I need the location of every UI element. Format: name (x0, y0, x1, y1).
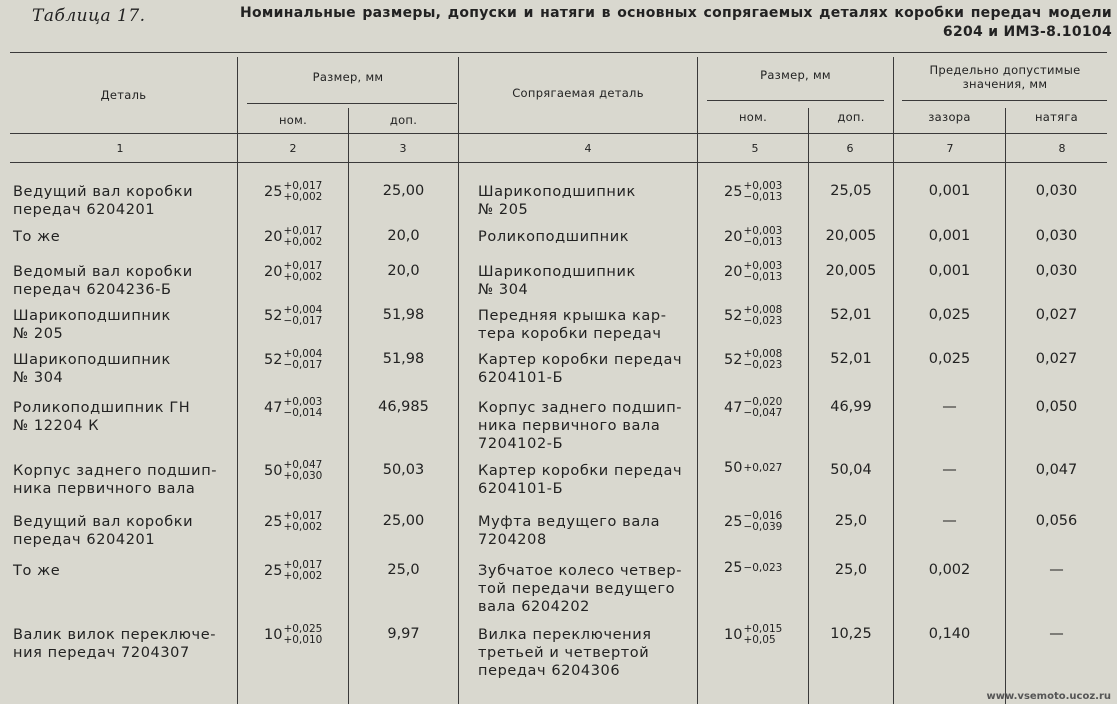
tolerance-deviations (283, 560, 322, 582)
tolerance-deviations (283, 511, 322, 533)
mating-allowable-size: 20,005 (825, 228, 877, 244)
col-number-1: 1 (116, 142, 124, 155)
mating-part-line: Зубчатое колесо четвер- (478, 563, 683, 579)
allowable-size: 9,97 (387, 626, 420, 642)
tolerance-base: 47 (724, 400, 743, 416)
tolerance-upper: −0,020 (743, 396, 783, 408)
allowable-size: 50,03 (382, 462, 425, 478)
tolerance-deviations (283, 397, 322, 419)
tolerance-lower: −0,013 (743, 236, 783, 248)
mating-part-line: Корпус заднего подшип- (478, 400, 683, 416)
tolerance-base: 52 (724, 352, 743, 368)
mating-nominal-tolerance (724, 261, 782, 283)
col-header-dop2: доп. (837, 110, 865, 124)
top-rule (10, 52, 1107, 53)
mating-part-line: ника первичного вала (478, 418, 661, 434)
mating-part-line: тера коробки передач (478, 326, 662, 342)
tolerance-base: 20 (264, 229, 283, 245)
col-header-mating: Сопрягаемая деталь (512, 86, 644, 100)
mating-part-line: 6204101-Б (478, 481, 564, 497)
tolerance-upper: −0,023 (743, 561, 783, 574)
tolerance-deviations (743, 397, 782, 419)
tolerance-upper: +0,017 (283, 510, 323, 522)
col-header-dop: доп. (389, 113, 418, 127)
interference-limit: 0,027 (1035, 351, 1078, 367)
detail-line: ния передач 7204307 (13, 645, 190, 661)
col-header-limits: Предельно допустимые значения, мм (929, 63, 1081, 91)
col-number-7: 7 (946, 142, 954, 155)
tolerance-upper: +0,025 (283, 623, 323, 635)
tolerance-upper: +0,047 (283, 459, 323, 471)
tolerance-upper: +0,017 (283, 559, 323, 571)
tolerance-upper: +0,004 (283, 304, 323, 316)
tolerance-deviations (743, 181, 782, 203)
nominal-size-tolerance (264, 226, 322, 248)
mating-allowable-size: 52,01 (830, 351, 872, 367)
detail-line: Ведущий вал коробки (13, 184, 194, 200)
detail-line: Роликоподшипник ГН (13, 400, 191, 416)
tolerance-lower: −0,047 (743, 407, 783, 419)
tolerance-lower: −0,017 (283, 359, 323, 371)
interference-limit: 0,027 (1035, 307, 1078, 323)
col-header-nom2: ном. (738, 110, 768, 124)
col-header-size: Размер, мм (312, 70, 384, 84)
interference-limit: — (1049, 626, 1064, 642)
tolerance-base: 20 (264, 264, 283, 280)
interference-limit: 0,047 (1035, 462, 1078, 478)
allowable-size: 25,0 (387, 562, 420, 578)
tolerance-base: 47 (264, 400, 283, 416)
gap-limit: 0,002 (928, 562, 971, 578)
gap-limit: 0,001 (928, 228, 971, 244)
tolerance-lower: −0,023 (743, 315, 783, 327)
tolerance-deviations (743, 226, 782, 248)
detail-line: № 304 (13, 370, 64, 386)
mating-allowable-size: 50,04 (830, 462, 872, 478)
interference-limit: 0,030 (1035, 183, 1078, 199)
tolerance-deviations (743, 511, 782, 533)
allowable-size: 20,0 (387, 263, 420, 279)
tolerance-upper: +0,008 (743, 304, 783, 316)
col-number-5: 5 (751, 142, 759, 155)
col-divider-3 (458, 57, 459, 704)
detail-line: передач 6204201 (13, 202, 156, 218)
mating-part-line: Картер коробки передач (478, 352, 683, 368)
mating-nominal-tolerance (724, 460, 782, 476)
detail-line: Корпус заднего подшип- (13, 463, 218, 479)
mating-part-line: третьей и четвертой (478, 645, 650, 661)
tolerance-lower: −0,014 (283, 407, 323, 419)
mating-part-line: № 205 (478, 202, 529, 218)
tolerance-base: 20 (724, 229, 743, 245)
tolerance-base: 52 (264, 352, 283, 368)
tolerance-upper: +0,004 (283, 348, 323, 360)
mating-nominal-tolerance (724, 624, 782, 646)
tolerance-base: 50 (264, 463, 283, 479)
col-header-nom: ном. (278, 113, 308, 127)
mating-allowable-size: 10,25 (830, 626, 872, 642)
gap-limit: 0,001 (928, 263, 971, 279)
interference-limit: 0,030 (1035, 228, 1078, 244)
detail-line: ника первичного вала (13, 481, 196, 497)
tolerance-upper: +0,003 (743, 180, 783, 192)
mating-part-line: 6204101-Б (478, 370, 564, 386)
size-subrule (247, 103, 457, 104)
number-rule (10, 162, 1107, 163)
col-number-2: 2 (289, 142, 297, 155)
tolerance-base: 25 (724, 514, 743, 530)
tolerance-upper: +0,015 (743, 623, 783, 635)
allowable-size: 51,98 (382, 307, 425, 323)
allowable-size: 25,00 (382, 183, 425, 199)
mating-part-line: Муфта ведущего вала (478, 514, 661, 530)
tolerance-upper: +0,003 (743, 225, 783, 237)
size2-subrule (707, 100, 884, 101)
tolerance-base: 50 (724, 460, 743, 476)
mating-nominal-tolerance (724, 560, 782, 576)
detail-line: Шарикоподшипник (13, 308, 171, 324)
mating-part-line: № 304 (478, 282, 529, 298)
mating-part-line: передач 6204306 (478, 663, 621, 679)
mating-part-line: 7204208 (478, 532, 547, 548)
gap-limit: 0,025 (928, 351, 971, 367)
tolerance-deviations (283, 624, 322, 646)
tolerance-deviations (743, 261, 782, 283)
tolerance-upper: +0,017 (283, 260, 323, 272)
tolerance-upper: +0,003 (743, 260, 783, 272)
allowable-size: 51,98 (382, 351, 425, 367)
col-divider-4 (697, 57, 698, 704)
tolerance-deviations (283, 261, 322, 283)
gap-limit: — (942, 462, 957, 478)
detail-line: То же (13, 563, 61, 579)
allowable-size: 25,00 (382, 513, 425, 529)
mating-part-line: 7204102-Б (478, 436, 564, 452)
tolerance-deviations (743, 463, 782, 474)
tolerance-deviations (283, 226, 322, 248)
mating-part-line: Шарикоподшипник (478, 184, 636, 200)
interference-limit: 0,030 (1035, 263, 1078, 279)
tolerance-lower: −0,023 (743, 359, 783, 371)
nominal-size-tolerance (264, 261, 322, 283)
mating-allowable-size: 46,99 (830, 399, 872, 415)
tolerance-lower: +0,030 (283, 470, 323, 482)
col-divider-6 (893, 57, 894, 704)
tolerance-lower: +0,010 (283, 634, 323, 646)
interference-limit: — (1049, 562, 1064, 578)
nominal-size-tolerance (264, 181, 322, 203)
tolerance-deviations (743, 349, 782, 371)
mating-nominal-tolerance (724, 511, 782, 533)
tolerance-upper: +0,017 (283, 180, 323, 192)
tolerance-base: 25 (264, 514, 283, 530)
col-header-size2: Размер, мм (760, 68, 831, 82)
detail-line: То же (13, 229, 61, 245)
col-header-interference: натяга (1034, 110, 1079, 124)
nominal-size-tolerance (264, 397, 322, 419)
detail-line: Ведущий вал коробки (13, 514, 194, 530)
nominal-size-tolerance (264, 460, 322, 482)
tolerance-base: 25 (264, 184, 283, 200)
tolerance-deviations (283, 305, 322, 327)
tolerance-lower: +0,002 (283, 271, 323, 283)
tolerance-base: 52 (724, 308, 743, 324)
header-rule (10, 133, 1107, 134)
tolerance-lower: +0,002 (283, 236, 323, 248)
tolerance-upper: +0,003 (283, 396, 323, 408)
table-label: Таблица 17. (32, 6, 146, 26)
gap-limit: 0,140 (928, 626, 971, 642)
tolerance-lower: +0,002 (283, 191, 323, 203)
tolerance-deviations (743, 624, 782, 646)
allowable-size: 20,0 (387, 228, 420, 244)
nominal-size-tolerance (264, 349, 322, 371)
tolerance-lower: +0,002 (283, 521, 323, 533)
gap-limit: — (942, 513, 957, 529)
mating-part-line: Вилка переключения (478, 627, 652, 643)
mating-part-line: Роликоподшипник (478, 229, 630, 245)
mating-part-line: той передачи ведущего (478, 581, 676, 597)
tolerance-base: 10 (724, 627, 743, 643)
interference-limit: 0,056 (1035, 513, 1078, 529)
gap-limit: 0,025 (928, 307, 971, 323)
gap-limit: — (942, 399, 957, 415)
nominal-size-tolerance (264, 305, 322, 327)
tolerance-base: 25 (724, 184, 743, 200)
tolerance-deviations (743, 305, 782, 327)
tolerance-base: 25 (264, 563, 283, 579)
tolerance-upper: −0,016 (743, 510, 783, 522)
tolerance-deviations (283, 460, 322, 482)
detail-line: Шарикоподшипник (13, 352, 171, 368)
mating-part-line: вала 6204202 (478, 599, 590, 615)
table-title: Номинальные размеры, допуски и натяги в основных сопрягаемых деталях коробки передач модели 6204 и ИМЗ-8.10104 (240, 5, 1112, 40)
detail-line: Ведомый вал коробки (13, 264, 193, 280)
detail-line: № 12204 К (13, 418, 100, 434)
mating-part-line: Передняя крышка кар- (478, 308, 667, 324)
mating-allowable-size: 25,0 (834, 562, 868, 578)
tolerance-lower: −0,017 (283, 315, 323, 327)
mating-allowable-size: 25,0 (834, 513, 868, 529)
tolerance-deviations (283, 181, 322, 203)
tolerance-base: 52 (264, 308, 283, 324)
tolerance-lower: −0,013 (743, 191, 783, 203)
mating-nominal-tolerance (724, 349, 782, 371)
col-number-8: 8 (1058, 142, 1066, 155)
limits-subrule (902, 100, 1107, 101)
mating-allowable-size: 20,005 (825, 263, 877, 279)
tolerance-base: 20 (724, 264, 743, 280)
col-header-gap: зазора (928, 110, 971, 124)
col-number-6: 6 (846, 142, 854, 155)
mating-part-line: Шарикоподшипник (478, 264, 636, 280)
mating-nominal-tolerance (724, 181, 782, 203)
mating-nominal-tolerance (724, 397, 782, 419)
nominal-size-tolerance (264, 624, 322, 646)
nominal-size-tolerance (264, 511, 322, 533)
tolerance-lower: +0,002 (283, 570, 323, 582)
tolerance-lower: −0,013 (743, 271, 783, 283)
tolerance-upper: +0,008 (743, 348, 783, 360)
tolerance-base: 10 (264, 627, 283, 643)
mating-nominal-tolerance (724, 226, 782, 248)
mating-part-line: Картер коробки передач (478, 463, 683, 479)
watermark: www.vsemoto.ucoz.ru (986, 691, 1111, 702)
allowable-size: 46,985 (378, 399, 429, 415)
tolerance-deviations (283, 349, 322, 371)
gap-limit: 0,001 (928, 183, 971, 199)
interference-limit: 0,050 (1035, 399, 1078, 415)
nominal-size-tolerance (264, 560, 322, 582)
col-number-4: 4 (584, 142, 592, 155)
detail-line: № 205 (13, 326, 64, 342)
col-divider-1 (237, 57, 238, 704)
tolerance-deviations (743, 563, 782, 574)
tolerance-lower: +0,05 (743, 634, 776, 646)
detail-line: Валик вилок переключе- (13, 627, 217, 643)
detail-line: передач 6204236-Б (13, 282, 172, 298)
tolerance-upper: +0,027 (743, 461, 783, 474)
col-number-3: 3 (399, 142, 407, 155)
mating-allowable-size: 52,01 (830, 307, 872, 323)
tolerance-upper: +0,017 (283, 225, 323, 237)
tolerance-lower: −0,039 (743, 521, 783, 533)
mating-allowable-size: 25,05 (830, 183, 872, 199)
mating-nominal-tolerance (724, 305, 782, 327)
tolerance-base: 25 (724, 560, 743, 576)
col-header-detail: Деталь (100, 88, 147, 102)
detail-line: передач 6204201 (13, 532, 156, 548)
